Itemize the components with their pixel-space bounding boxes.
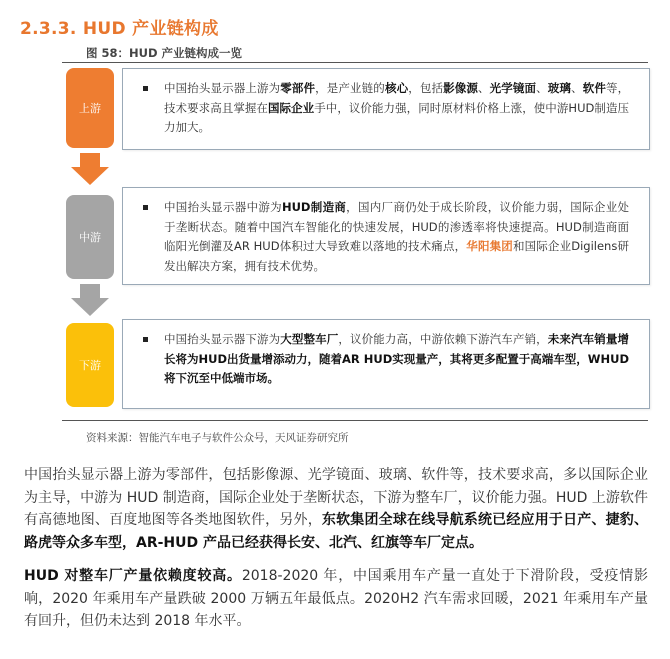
stage-downstream xyxy=(66,323,114,407)
upstream-description: 中国抬头显示器上游为零部件，是产业链的核心，包括影像源、光学镜面、玻璃、软件等，技术要求高且掌握在国际企业手中，议价能力强，同时原材料价格上涨，使中游HUD制造压力加大。 xyxy=(164,81,630,134)
stage-upstream-label: 上游 xyxy=(79,102,101,115)
bullet-icon xyxy=(143,337,148,342)
caption-divider xyxy=(62,62,648,63)
downstream-description: 中国抬头显示器下游为大型整车厂，议价能力高，中游依赖下游汽车产销，未来汽车销量增长将为HUD出货量增添动力，随着AR HUD实现量产，其将更多配置于高端车型，WHUD将下沉至中低端市场。 xyxy=(164,332,630,385)
section-title: 2.3.3. HUD 产业链构成 xyxy=(20,19,219,39)
source-note: 资料来源：智能汽车电子与软件公众号，天风证券研究所 xyxy=(86,432,349,444)
figure-caption: 图 58：HUD 产业链构成一览 xyxy=(86,46,243,60)
body-paragraph-1: 中国抬头显示器上游为零部件，包括影像源、光学镜面、玻璃、软件等，技术要求高，多以国际企业为主导，中游为 HUD 制造商，国际企业处于垄断状态，下游为整车厂，议价能力强。HUD 上游软件有高德地图、百度地图等各类地图软件，另外，东软集团全球在线导航系统已经应用于日产、捷豹、路虎等众多车型，AR-HUD 产品已经获得长安、北汽、红旗等车厂定点。 xyxy=(24,467,648,551)
bullet-icon xyxy=(143,86,148,91)
source-divider xyxy=(62,420,648,421)
down-arrow-icon xyxy=(71,153,109,185)
down-arrow-icon xyxy=(71,284,109,316)
bullet-icon xyxy=(143,205,148,210)
upstream-description-box xyxy=(122,68,650,150)
body-paragraph-2: HUD 对整车厂产量依赖度较高。2018-2020 年，中国乘用车产量一直处于下滑阶段，受疫情影响，2020 年乘用车产量跌破 2000 万辆五年最低点。2020H2 汽车需求回暖，2021 年乘用车产量有回升，但仍未达到 2018 年水平。 xyxy=(24,568,648,629)
downstream-description-box xyxy=(122,319,650,409)
stage-upstream xyxy=(66,68,114,148)
midstream-description: 中国抬头显示器中游为HUD制造商，国内厂商仍处于成长阶段，议价能力弱，国际企业处于垄断状态。随着中国汽车智能化的快速发展，HUD的渗透率将快速提高。HUD制造商面临阳光倒灌及AR HUD体积过大导致难以落地的技术痛点，华阳集团和国际企业Digilens研发出解决方案，拥有技术优势。 xyxy=(164,200,629,273)
stage-downstream-label: 下游 xyxy=(79,359,101,372)
stage-midstream-label: 中游 xyxy=(79,231,101,244)
midstream-description-box xyxy=(122,187,650,285)
stage-midstream xyxy=(66,195,114,279)
